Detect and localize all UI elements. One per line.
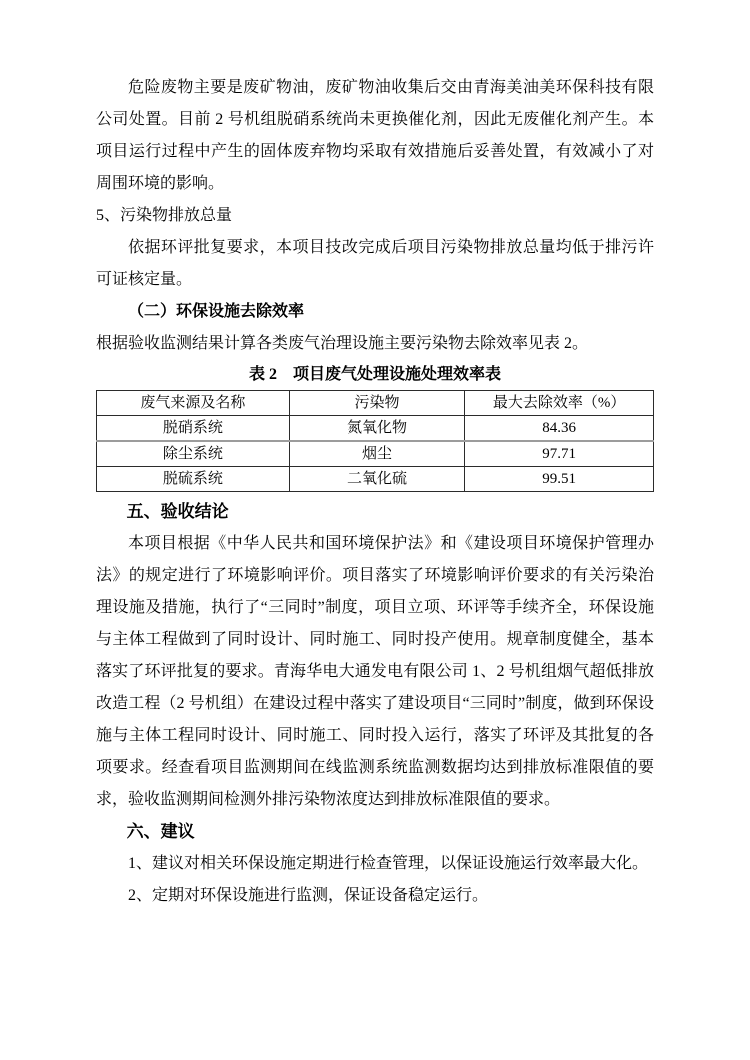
suggestion-item-2: 2、定期对环保设施进行监测，保证设备稳定运行。 bbox=[128, 887, 489, 904]
cell-efficiency: 97.71 bbox=[465, 441, 654, 467]
cell-pollutant: 烟尘 bbox=[289, 441, 464, 467]
paragraph-total-emission: 依据环评批复要求，本项目技改完成后项目污染物排放总量均低于排污许可证核定量。 bbox=[96, 239, 654, 288]
cell-source: 脱硫系统 bbox=[97, 467, 290, 492]
heading-section-5-conclusion: 五、验收结论 bbox=[126, 502, 229, 521]
heading-section-6-suggestions: 六、建议 bbox=[126, 822, 195, 841]
col-header-source: 废气来源及名称 bbox=[97, 391, 290, 416]
paragraph-hazardous-waste: 危险废物主要是废矿物油，废矿物油收集后交由青海美油美环保科技有限公司处置。目前 2 号机组脱硝系统尚未更换催化剂，因此无废催化剂产生。本项目运行过程中产生的固体废弃物均采取有效措施后妥善处置，有效减小了对周围环境的影响。 bbox=[96, 79, 654, 192]
table-row bbox=[97, 467, 654, 492]
removal-efficiency-table bbox=[96, 390, 654, 492]
cell-pollutant: 氮氧化物 bbox=[289, 416, 464, 442]
suggestion-item-1: 1、建议对相关环保设施定期进行检查管理，以保证设施运行效率最大化。 bbox=[128, 855, 649, 872]
col-header-pollutant: 污染物 bbox=[289, 391, 464, 416]
heading-item-5-pollutant-totals: 5、污染物排放总量 bbox=[96, 207, 233, 224]
heading-section-2-removal-efficiency: （二）环保设施去除效率 bbox=[128, 303, 305, 320]
table-row bbox=[97, 416, 654, 442]
table-caption: 表 2 项目废气处理设施处理效率表 bbox=[248, 366, 501, 383]
table-header-row bbox=[97, 391, 654, 416]
cell-source: 脱硝系统 bbox=[97, 416, 290, 442]
cell-pollutant: 二氧化硫 bbox=[289, 467, 464, 492]
cell-efficiency: 99.51 bbox=[465, 467, 654, 492]
col-header-max-removal: 最大去除效率（%） bbox=[465, 391, 654, 416]
cell-source: 除尘系统 bbox=[97, 441, 290, 467]
paragraph-table-intro: 根据验收监测结果计算各类废气治理设施主要污染物去除效率见表 2。 bbox=[96, 335, 589, 352]
cell-efficiency: 84.36 bbox=[465, 416, 654, 442]
table-row bbox=[97, 441, 654, 467]
paragraph-conclusion: 本项目根据《中华人民共和国环境保护法》和《建设项目环境保护管理办法》的规定进行了环境影响评价。项目落实了环境影响评价要求的有关污染治理设施及措施，执行了“三同时”制度，项目立项、环评等手续齐全，环保设施与主体工程做到了同时设计、同时施工、同时投产使用。规章制度健全，基本落实了环评批复的要求。青海华电大通发电有限公司 1、2 号机组烟气超低排放改造工程（2 号机组）在建设过程中落实了建设项目“三同时”制度，做到环保设施与主体工程同时设计、同时施工、同时投入运行，落实了环评及其批复的各项要求。经查看项目监测期间在线监测系统监测数据均达到排放标准限值的要求，验收监测期间检测外排污染物浓度达到排放标准限值的要求。 bbox=[96, 535, 654, 808]
